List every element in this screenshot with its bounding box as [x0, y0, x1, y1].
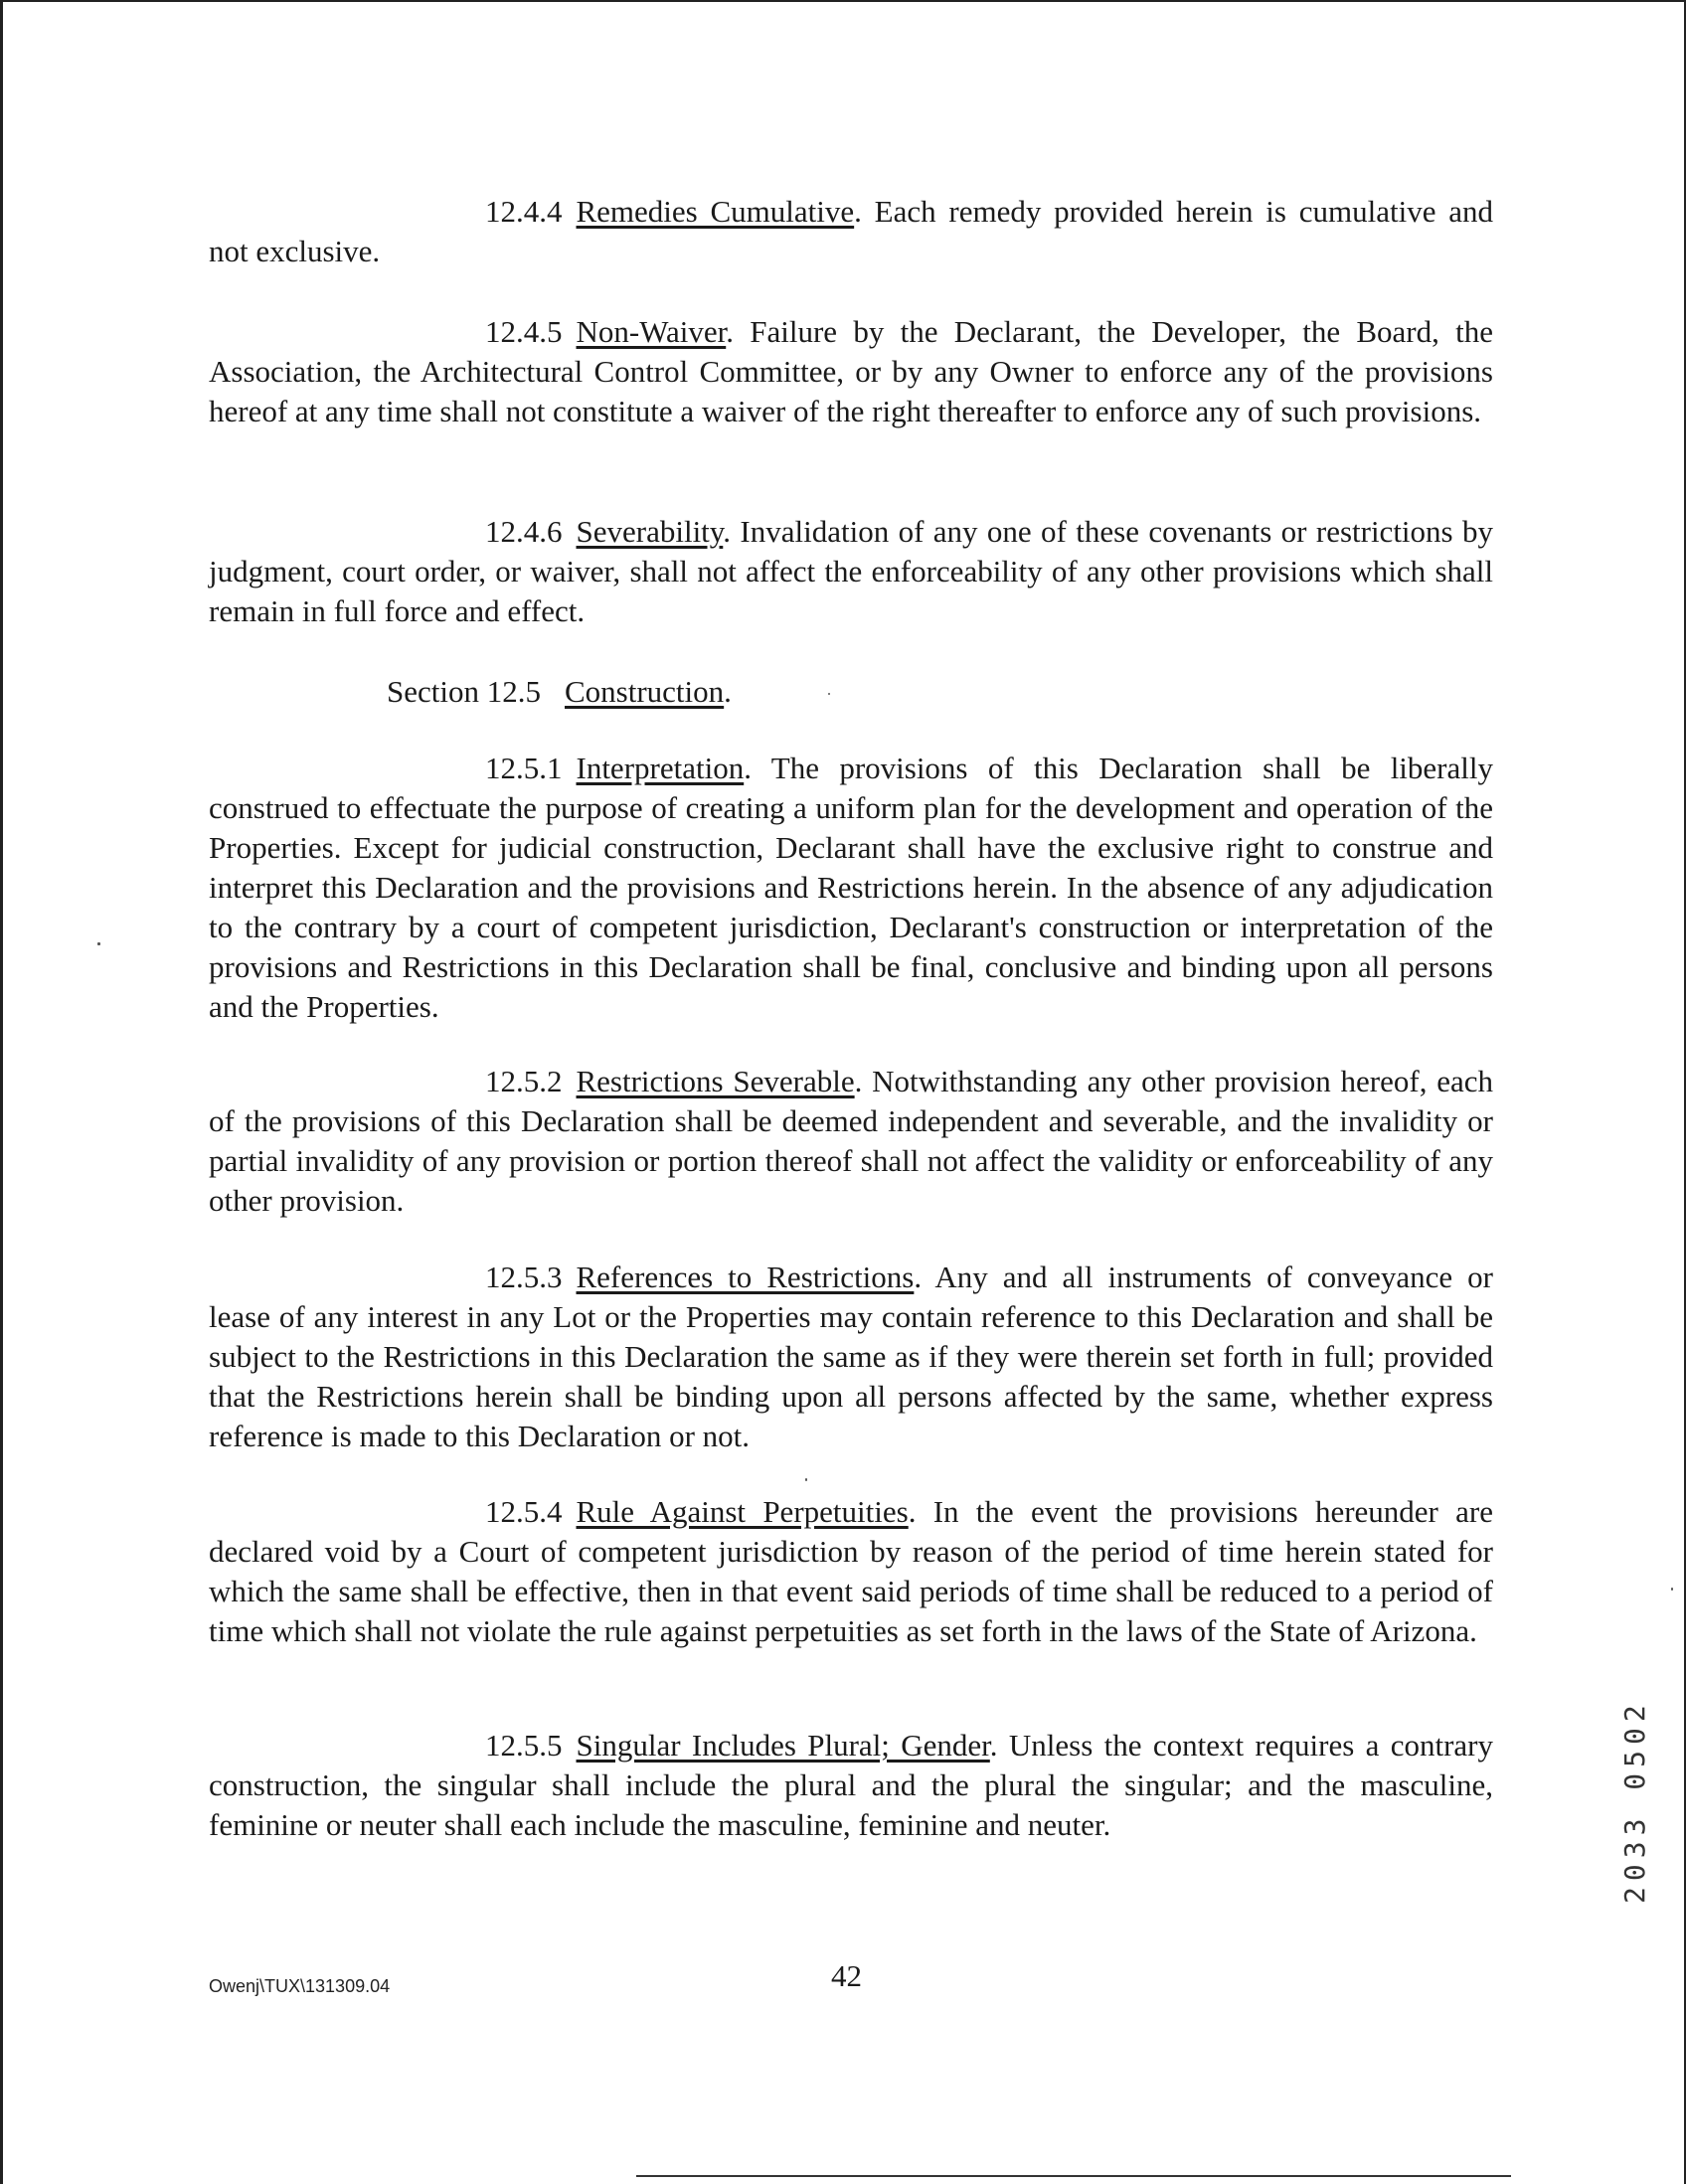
section-text: . In the event the provisions hereunder are declared void by a Court of competent jurisdiction by reason of the period of time herein stated for which the same shall be effective, then in that event said periods of time shall be reduced to a period of time which shall not violate the rule against perpetuities as set forth in the laws of the State of Arizona.: [209, 1494, 1493, 1648]
section-text: . Failure by the Declarant, the Developer, the Board, the Association, the Architectural Control Committee, or by any Owner to enforce any of the provisions hereof at any time shall not constitute a waiver of the right thereafter to enforce any of such provisions.: [209, 314, 1493, 428]
section-text: . Notwithstanding any other provision hereof, each of the provisions of this Declaration shall be deemed independent and severable, and the invalidity or partial invalidity of any provision or portion thereof shall not affect the validity or enforceability of any other provision.: [209, 1064, 1494, 1218]
section-number: 12.5.1: [485, 751, 563, 785]
section-number: 12.4.6: [485, 514, 563, 549]
section-number: 12.4.4: [485, 194, 563, 229]
scan-speck: [828, 693, 830, 695]
section-12-5-5: [209, 1726, 1493, 1845]
section-number: 12.4.5: [485, 314, 563, 349]
page-number: 42: [831, 1958, 862, 1993]
section-number: 12.5.3: [485, 1260, 563, 1294]
section-text: . Each remedy provided herein is cumulative and not exclusive.: [209, 194, 1493, 268]
section-text: . Any and all instruments of conveyance or lease of any interest in any Lot or the Properties may contain reference to this Declaration and shall be subject to the Restrictions in this Declaration the same as if they were therein set forth in full; provided that the Restrictions herein shall be binding upon all persons affected by the same, whether express reference is made to this Declaration or not.: [209, 1260, 1493, 1453]
section-title: Interpretation: [576, 751, 745, 785]
section-12-5-3: [209, 1258, 1493, 1456]
section-text: . Unless the context requires a contrary construction, the singular shall include the plural and the plural the singular; and the masculine, feminine or neuter shall each include the masculine, feminine and neuter.: [209, 1728, 1494, 1842]
section-text: . Invalidation of any one of these covenants or restrictions by judgment, court order, or waiver, shall not affect the enforceability of any other provisions which shall remain in full force and effect.: [209, 514, 1493, 628]
scan-speck: [97, 942, 100, 945]
section-12-4-4: [209, 192, 1493, 271]
section-title: Construction: [565, 674, 725, 709]
section-label: Section 12.5: [387, 674, 541, 709]
section-12-5-heading: [209, 672, 1493, 712]
section-title: Rule Against Perpetuities: [576, 1494, 909, 1529]
document-id: Owenj\TUX\131309.04: [209, 1976, 391, 1996]
section-number: 12.5.4: [485, 1494, 563, 1529]
stamp-text: 2033 0502: [1618, 1699, 1651, 1904]
section-12-4-5: [209, 312, 1493, 431]
section-title: Severability: [576, 514, 724, 549]
section-12-4-6: [209, 512, 1493, 631]
section-title: Remedies Cumulative: [576, 194, 855, 229]
page-border-left: [0, 0, 3, 2184]
section-12-5-1: [209, 749, 1493, 1027]
section-title: References to Restrictions: [576, 1260, 915, 1294]
section-number: 12.5.5: [485, 1728, 563, 1763]
section-title: Non-Waiver: [576, 314, 727, 349]
margin-recording-stamp: [1618, 1566, 1651, 1904]
scan-speck: [805, 1478, 807, 1481]
section-12-5-4: [209, 1492, 1493, 1651]
section-text: . The provisions of this Declaration shall be liberally construed to effectuate the purpose of creating a uniform plan for the development and operation of the Properties. Except for judicial construction, Declarant shall have the exclusive right to construe and interpret this Declaration and the provisions and Restrictions herein. In the absence of any adjudication to the contrary by a court of competent jurisdiction, Declarant's construction or interpretation of the provisions and Restrictions in this Declaration shall be final, conclusive and binding upon all persons and the Properties.: [209, 751, 1493, 1024]
page-border-top: [0, 0, 1686, 2]
section-number: 12.5.2: [485, 1064, 563, 1098]
section-text: .: [724, 674, 732, 709]
scan-speck: [1671, 1588, 1673, 1591]
section-title: Restrictions Severable: [576, 1064, 855, 1098]
section-12-5-2: [209, 1062, 1493, 1221]
section-title: Singular Includes Plural; Gender: [576, 1728, 990, 1763]
bottom-scan-edge: [636, 2175, 1511, 2177]
